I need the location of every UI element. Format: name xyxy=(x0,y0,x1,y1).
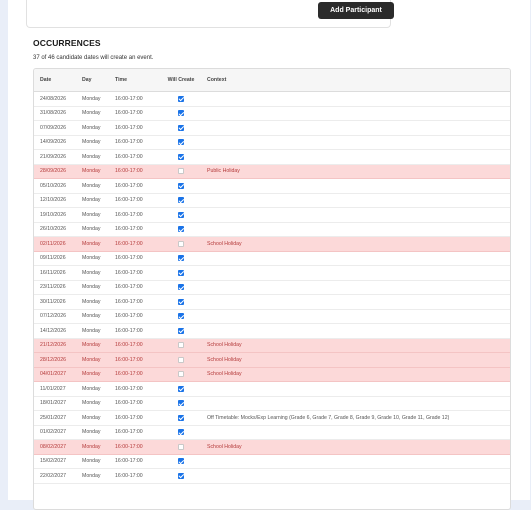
cell-day: Monday xyxy=(82,342,101,349)
will-create-checkbox[interactable] xyxy=(178,400,184,406)
will-create-checkbox[interactable] xyxy=(178,226,184,232)
cell-context: School Holiday xyxy=(207,356,242,363)
cell-date: 16/11/2026 xyxy=(40,269,66,276)
cell-will-create xyxy=(159,96,203,102)
will-create-checkbox[interactable] xyxy=(178,444,184,450)
cell-time: 16:00-17:00 xyxy=(115,414,143,421)
will-create-checkbox[interactable] xyxy=(178,458,184,464)
section-title: OCCURRENCES xyxy=(33,38,101,48)
page xyxy=(8,0,530,500)
cell-date: 09/11/2026 xyxy=(40,255,66,262)
table-row xyxy=(34,237,510,252)
cell-day: Monday xyxy=(82,124,101,131)
table-row xyxy=(34,353,510,368)
cell-will-create xyxy=(159,313,203,319)
cell-will-create xyxy=(159,110,203,116)
cell-day: Monday xyxy=(82,168,101,175)
cell-date: 22/02/2027 xyxy=(40,472,66,479)
cell-time: 16:00-17:00 xyxy=(115,284,143,291)
cell-time: 16:00-17:00 xyxy=(115,182,143,189)
cell-time: 16:00-17:00 xyxy=(115,313,143,320)
cell-date: 23/11/2026 xyxy=(40,284,66,291)
cell-will-create xyxy=(159,125,203,131)
cell-date: 19/10/2026 xyxy=(40,211,66,218)
cell-date: 21/12/2026 xyxy=(40,342,66,349)
cell-context: School Holiday xyxy=(207,240,242,247)
cell-will-create xyxy=(159,197,203,203)
cell-date: 31/08/2026 xyxy=(40,110,66,117)
cell-date: 11/01/2027 xyxy=(40,385,66,392)
cell-time: 16:00-17:00 xyxy=(115,472,143,479)
cell-will-create xyxy=(159,328,203,334)
cell-date: 07/09/2026 xyxy=(40,124,66,131)
cell-day: Monday xyxy=(82,269,101,276)
table-row xyxy=(34,368,510,383)
cell-date: 07/12/2026 xyxy=(40,313,66,320)
cell-date: 14/12/2026 xyxy=(40,327,66,334)
cell-day: Monday xyxy=(82,197,101,204)
table-row xyxy=(34,136,510,151)
will-create-checkbox[interactable] xyxy=(178,429,184,435)
header-context[interactable]: Context xyxy=(207,77,227,83)
cell-day: Monday xyxy=(82,385,101,392)
cell-day: Monday xyxy=(82,226,101,233)
table-row xyxy=(34,382,510,397)
cell-time: 16:00-17:00 xyxy=(115,371,143,378)
cell-time: 16:00-17:00 xyxy=(115,269,143,276)
table-row xyxy=(34,150,510,165)
cell-time: 16:00-17:00 xyxy=(115,298,143,305)
will-create-checkbox[interactable] xyxy=(178,270,184,276)
will-create-checkbox[interactable] xyxy=(178,110,184,116)
cell-day: Monday xyxy=(82,284,101,291)
cell-date: 18/01/2027 xyxy=(40,400,66,407)
cell-time: 16:00-17:00 xyxy=(115,168,143,175)
cell-day: Monday xyxy=(82,255,101,262)
cell-will-create xyxy=(159,429,203,435)
cell-date: 15/02/2027 xyxy=(40,458,66,465)
cell-time: 16:00-17:00 xyxy=(115,211,143,218)
will-create-checkbox[interactable] xyxy=(178,357,184,363)
cell-time: 16:00-17:00 xyxy=(115,240,143,247)
cell-time: 16:00-17:00 xyxy=(115,255,143,262)
cell-will-create xyxy=(159,444,203,450)
occurrences-table xyxy=(33,68,511,510)
will-create-checkbox[interactable] xyxy=(178,168,184,174)
cell-time: 16:00-17:00 xyxy=(115,356,143,363)
table-row xyxy=(34,411,510,426)
will-create-checkbox[interactable] xyxy=(178,183,184,189)
table-row xyxy=(34,92,510,107)
cell-time: 16:00-17:00 xyxy=(115,124,143,131)
table-header xyxy=(34,69,510,92)
cell-will-create xyxy=(159,357,203,363)
will-create-checkbox[interactable] xyxy=(178,415,184,421)
cell-date: 01/02/2027 xyxy=(40,429,66,436)
will-create-checkbox[interactable] xyxy=(178,96,184,102)
occurrences-summary: 37 of 46 candidate dates will create an event. xyxy=(33,55,154,61)
cell-time: 16:00-17:00 xyxy=(115,197,143,204)
cell-context: School Holiday xyxy=(207,443,242,450)
table-row xyxy=(34,266,510,281)
cell-will-create xyxy=(159,284,203,290)
cell-will-create xyxy=(159,415,203,421)
cell-time: 16:00-17:00 xyxy=(115,443,143,450)
table-row xyxy=(34,179,510,194)
cell-will-create xyxy=(159,371,203,377)
table-row xyxy=(34,295,510,310)
cell-will-create xyxy=(159,386,203,392)
cell-will-create xyxy=(159,299,203,305)
cell-will-create xyxy=(159,473,203,479)
table-row xyxy=(34,397,510,412)
cell-context: Public Holiday xyxy=(207,168,240,175)
cell-date: 30/11/2026 xyxy=(40,298,66,305)
cell-time: 16:00-17:00 xyxy=(115,327,143,334)
will-create-checkbox[interactable] xyxy=(178,342,184,348)
table-row xyxy=(34,281,510,296)
cell-time: 16:00-17:00 xyxy=(115,110,143,117)
cell-day: Monday xyxy=(82,429,101,436)
cell-time: 16:00-17:00 xyxy=(115,385,143,392)
table-row xyxy=(34,469,510,484)
table-row xyxy=(34,107,510,122)
cell-day: Monday xyxy=(82,414,101,421)
table-row xyxy=(34,165,510,180)
cell-time: 16:00-17:00 xyxy=(115,458,143,465)
cell-date: 14/09/2026 xyxy=(40,139,66,146)
table-row xyxy=(34,440,510,455)
will-create-checkbox[interactable] xyxy=(178,328,184,334)
cell-will-create xyxy=(159,241,203,247)
cell-date: 02/11/2026 xyxy=(40,240,66,247)
cell-will-create xyxy=(159,212,203,218)
cell-day: Monday xyxy=(82,371,101,378)
cell-date: 28/12/2026 xyxy=(40,356,66,363)
cell-day: Monday xyxy=(82,139,101,146)
will-create-checkbox[interactable] xyxy=(178,139,184,145)
cell-day: Monday xyxy=(82,443,101,450)
cell-day: Monday xyxy=(82,298,101,305)
header-day[interactable]: Day xyxy=(82,77,92,83)
cell-day: Monday xyxy=(82,182,101,189)
cell-day: Monday xyxy=(82,95,101,102)
cell-date: 28/09/2026 xyxy=(40,168,66,175)
cell-will-create xyxy=(159,255,203,261)
cell-time: 16:00-17:00 xyxy=(115,342,143,349)
header-date[interactable]: Date xyxy=(40,77,52,83)
cell-date: 26/10/2026 xyxy=(40,226,66,233)
cell-date: 12/10/2026 xyxy=(40,197,66,204)
cell-time: 16:00-17:00 xyxy=(115,429,143,436)
cell-will-create xyxy=(159,342,203,348)
cell-time: 16:00-17:00 xyxy=(115,153,143,160)
cell-time: 16:00-17:00 xyxy=(115,139,143,146)
cell-will-create xyxy=(159,270,203,276)
cell-will-create xyxy=(159,226,203,232)
will-create-checkbox[interactable] xyxy=(178,154,184,160)
add-participant-button[interactable]: Add Participant xyxy=(318,2,394,19)
cell-day: Monday xyxy=(82,400,101,407)
cell-day: Monday xyxy=(82,327,101,334)
cell-day: Monday xyxy=(82,313,101,320)
table-row xyxy=(34,208,510,223)
will-create-checkbox[interactable] xyxy=(178,386,184,392)
will-create-checkbox[interactable] xyxy=(178,284,184,290)
cell-time: 16:00-17:00 xyxy=(115,95,143,102)
cell-day: Monday xyxy=(82,110,101,117)
table-row xyxy=(34,455,510,470)
cell-time: 16:00-17:00 xyxy=(115,400,143,407)
cell-will-create xyxy=(159,168,203,174)
will-create-checkbox[interactable] xyxy=(178,313,184,319)
table-row xyxy=(34,194,510,209)
will-create-checkbox[interactable] xyxy=(178,125,184,131)
cell-will-create xyxy=(159,400,203,406)
cell-date: 05/10/2026 xyxy=(40,182,66,189)
cell-day: Monday xyxy=(82,472,101,479)
cell-will-create xyxy=(159,183,203,189)
cell-context: Off Timetable: Mocks/Exp Learning (Grade 6, Grade 7, Grade 8, Grade 9, Grade 10, Grade 11, Grade 12) xyxy=(207,414,450,421)
cell-date: 21/09/2026 xyxy=(40,153,66,160)
cell-date: 24/08/2026 xyxy=(40,95,66,102)
table-row xyxy=(34,310,510,325)
participant-card xyxy=(26,0,391,28)
table-row xyxy=(34,339,510,354)
will-create-checkbox[interactable] xyxy=(178,255,184,261)
cell-day: Monday xyxy=(82,211,101,218)
cell-day: Monday xyxy=(82,240,101,247)
cell-context: School Holiday xyxy=(207,371,242,378)
table-row xyxy=(34,223,510,238)
table-body xyxy=(34,92,510,484)
cell-context: School Holiday xyxy=(207,342,242,349)
will-create-checkbox[interactable] xyxy=(178,473,184,479)
table-row xyxy=(34,324,510,339)
cell-day: Monday xyxy=(82,356,101,363)
will-create-checkbox[interactable] xyxy=(178,299,184,305)
will-create-checkbox[interactable] xyxy=(178,241,184,247)
table-row xyxy=(34,252,510,267)
cell-will-create xyxy=(159,154,203,160)
header-will-create[interactable]: Will Create xyxy=(167,77,195,83)
cell-day: Monday xyxy=(82,153,101,160)
table-row xyxy=(34,121,510,136)
will-create-checkbox[interactable] xyxy=(178,212,184,218)
cell-will-create xyxy=(159,139,203,145)
cell-date: 08/02/2027 xyxy=(40,443,66,450)
will-create-checkbox[interactable] xyxy=(178,371,184,377)
will-create-checkbox[interactable] xyxy=(178,197,184,203)
header-time[interactable]: Time xyxy=(115,77,128,83)
cell-date: 25/01/2027 xyxy=(40,414,66,421)
cell-will-create xyxy=(159,458,203,464)
table-row xyxy=(34,426,510,441)
cell-time: 16:00-17:00 xyxy=(115,226,143,233)
cell-date: 04/01/2027 xyxy=(40,371,66,378)
cell-day: Monday xyxy=(82,458,101,465)
